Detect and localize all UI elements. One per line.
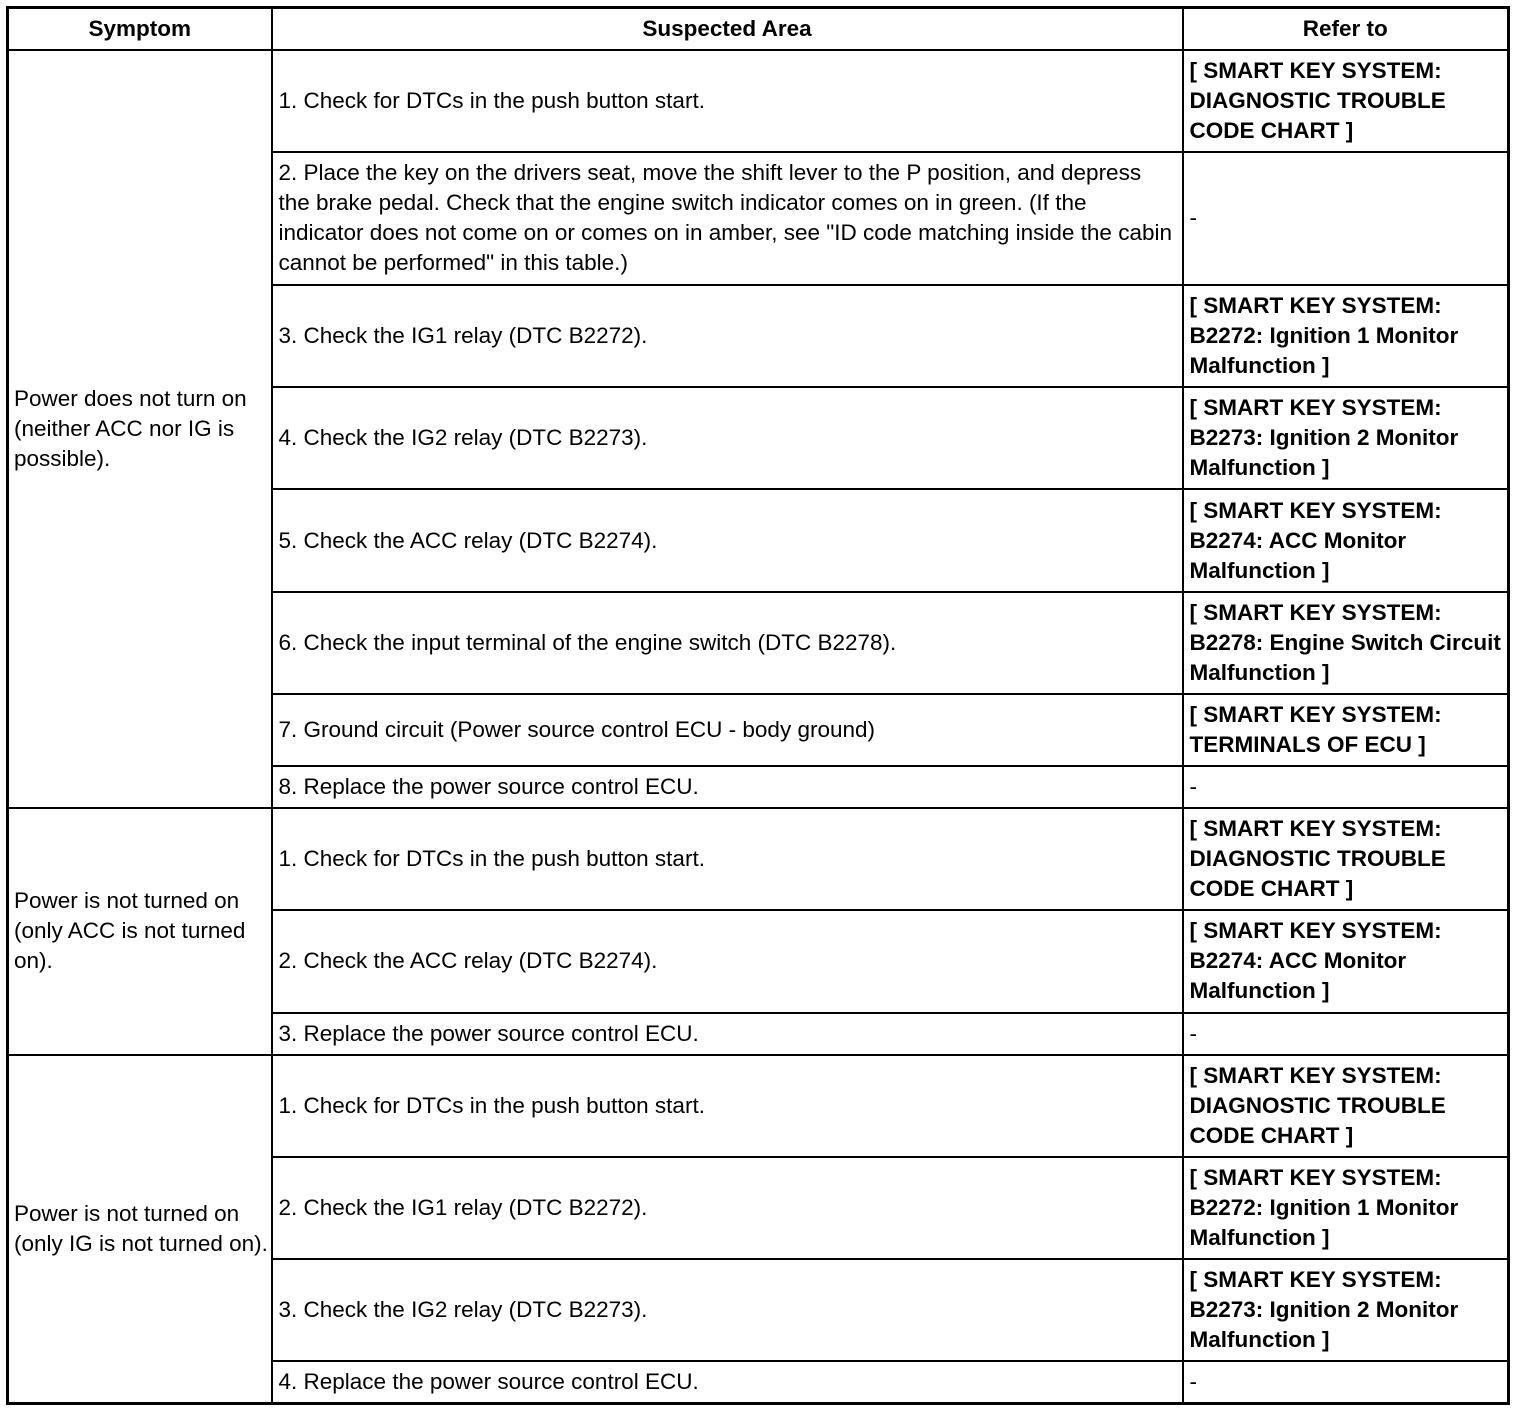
symptom-cell: Power does not turn on (neither ACC nor IG is possible). xyxy=(8,50,272,809)
header-symptom: Symptom xyxy=(8,8,272,50)
suspected-area-cell: 4. Replace the power source control ECU. xyxy=(272,1361,1183,1403)
suspected-area-cell: 2. Check the IG1 relay (DTC B2272). xyxy=(272,1157,1183,1259)
refer-to-cell: - xyxy=(1183,1361,1509,1403)
table-row xyxy=(8,50,1509,152)
suspected-area-cell: 3. Replace the power source control ECU. xyxy=(272,1013,1183,1055)
header-refer-to: Refer to xyxy=(1183,8,1509,50)
refer-to-cell: [ SMART KEY SYSTEM: B2278: Engine Switch Circuit Malfunction ] xyxy=(1183,592,1509,694)
troubleshooting-table xyxy=(6,6,1510,1405)
suspected-area-cell: 4. Check the IG2 relay (DTC B2273). xyxy=(272,387,1183,489)
symptom-cell: Power is not turned on (only ACC is not turned on). xyxy=(8,808,272,1055)
refer-to-cell: [ SMART KEY SYSTEM: B2272: Ignition 1 Monitor Malfunction ] xyxy=(1183,285,1509,387)
refer-to-cell: [ SMART KEY SYSTEM: B2273: Ignition 2 Monitor Malfunction ] xyxy=(1183,1259,1509,1361)
table-row xyxy=(8,1055,1509,1157)
suspected-area-cell: 2. Check the ACC relay (DTC B2274). xyxy=(272,910,1183,1012)
suspected-area-cell: 7. Ground circuit (Power source control ECU - body ground) xyxy=(272,694,1183,766)
refer-to-cell: - xyxy=(1183,152,1509,285)
symptom-cell: Power is not turned on (only IG is not turned on). xyxy=(8,1055,272,1404)
suspected-area-cell: 1. Check for DTCs in the push button start. xyxy=(272,808,1183,910)
suspected-area-cell: 2. Place the key on the drivers seat, move the shift lever to the P position, and depress the brake pedal. Check that the engine switch indicator comes on in green. (If the indicator does not come on or comes on in amber, see "ID code matching inside the cabin cannot be performed" in this table.) xyxy=(272,152,1183,285)
table-row xyxy=(8,808,1509,910)
suspected-area-cell: 1. Check for DTCs in the push button start. xyxy=(272,1055,1183,1157)
refer-to-cell: [ SMART KEY SYSTEM: B2272: Ignition 1 Monitor Malfunction ] xyxy=(1183,1157,1509,1259)
refer-to-cell: [ SMART KEY SYSTEM: TERMINALS OF ECU ] xyxy=(1183,694,1509,766)
refer-to-cell: [ SMART KEY SYSTEM: B2274: ACC Monitor Malfunction ] xyxy=(1183,489,1509,591)
suspected-area-cell: 8. Replace the power source control ECU. xyxy=(272,766,1183,808)
suspected-area-cell: 3. Check the IG2 relay (DTC B2273). xyxy=(272,1259,1183,1361)
refer-to-cell: [ SMART KEY SYSTEM: DIAGNOSTIC TROUBLE CODE CHART ] xyxy=(1183,1055,1509,1157)
refer-to-cell: [ SMART KEY SYSTEM: B2274: ACC Monitor Malfunction ] xyxy=(1183,910,1509,1012)
suspected-area-cell: 5. Check the ACC relay (DTC B2274). xyxy=(272,489,1183,591)
suspected-area-cell: 1. Check for DTCs in the push button start. xyxy=(272,50,1183,152)
header-suspected-area: Suspected Area xyxy=(272,8,1183,50)
refer-to-cell: [ SMART KEY SYSTEM: DIAGNOSTIC TROUBLE CODE CHART ] xyxy=(1183,50,1509,152)
refer-to-cell: [ SMART KEY SYSTEM: B2273: Ignition 2 Monitor Malfunction ] xyxy=(1183,387,1509,489)
suspected-area-cell: 3. Check the IG1 relay (DTC B2272). xyxy=(272,285,1183,387)
suspected-area-cell: 6. Check the input terminal of the engine switch (DTC B2278). xyxy=(272,592,1183,694)
refer-to-cell: - xyxy=(1183,766,1509,808)
table-header-row xyxy=(8,8,1509,50)
refer-to-cell: [ SMART KEY SYSTEM: DIAGNOSTIC TROUBLE CODE CHART ] xyxy=(1183,808,1509,910)
refer-to-cell: - xyxy=(1183,1013,1509,1055)
